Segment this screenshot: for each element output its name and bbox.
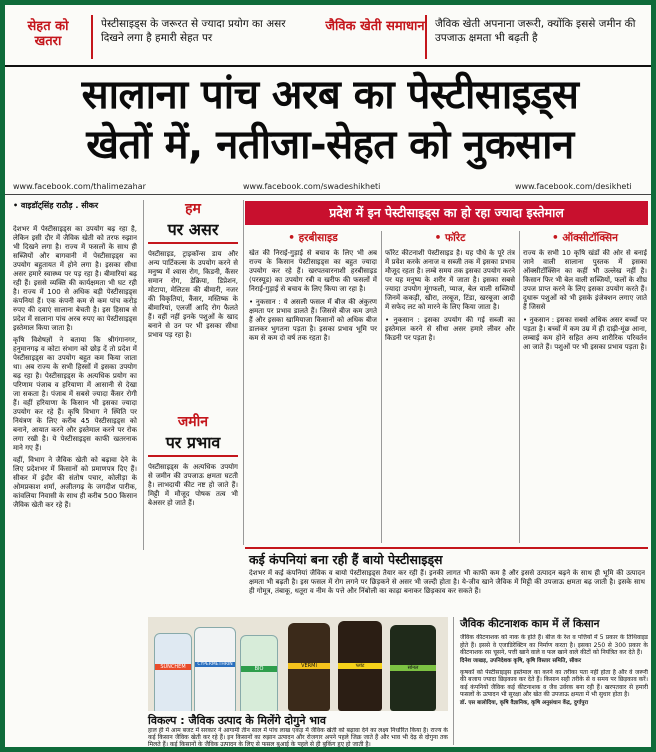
column-divider-2 <box>243 200 244 545</box>
soil-impact-heading-2: पर प्रभाव <box>148 431 238 457</box>
pesticide-banner: प्रदेश में इन पेस्टीसाइड्स का हो रहा ज्यादा इस्तेमाल <box>245 201 648 225</box>
herbicide-harm: • नुकसान : ये असली फसल में बीज की अंकुरण क्षमता पर प्रभाव डालते हैं। जिससे बीज कम उगते हैं और इसका खामियाजा किसानों को अधिक बीज डालकर भुगतना पड़ता है। इसका प्रभाव भूमि पर कम से कम दो वर्ष तक रहता है। <box>249 298 377 342</box>
herbicide-text: खेत की निराई-गुड़ाई से बचाव के लिए भी अब राज्य के किसान पेस्टीसाइड्स का बहुत ज्यादा उपयोग कर रहे हैं। खरपतवारनाशी हरबीसाइड (परस्यूड) का उपयोग रबी व खरीफ की फसलों में निराई-गुड़ाई से बचाव के लिए किया जा रहा है। <box>249 249 377 293</box>
product-label-5: प्लांट <box>338 663 382 669</box>
kisan-signature-1: दिनेश जाखड़, उपनिदेशक कृषि, कृषि विस्तार समिति, सीकर <box>460 657 581 664</box>
kisan-para-1: जैविक कीटनाशक को नाक के होते हैं। बीज के रेश व पत्तियों में 5 प्रकार के तिथिवाइड होते हैं। इससे वे एजाडिरेक्टिन का निर्माण करता है। इसका 250 से 300 प्रकार के कीटनाशक रस चूसने, पत्ती खाने वाले व फल खाने वाले कीटों को नियंत्रित कर देते हैं। <box>460 634 648 656</box>
headline-line2: खेतों में, नतीजा-सेहत को नुकसान <box>86 122 574 168</box>
header-divider-right <box>425 15 427 59</box>
oxytocin-text: राज्य के सभी 10 कृषि खंडों की ओर से बनाई जाने वाली सालाना पुस्तक में इसका ऑक्सीटॉक्सिन का कहीं भी उल्लेख नहीं है। किसान फिर भी बेल वाली सब्जियों, फलों के शीघ्र उपज प्राप्त करने के लिए इसका उपयोग करते हैं। दुधारू पशुओं को भी इसके इंजेक्शन लगाए जाते हैं जिससे <box>523 249 647 311</box>
kisan-title: जैविक कीटनाशक काम में लें किसान <box>460 618 600 630</box>
facebook-link-1[interactable]: www.facebook.com/thalimezahar <box>13 182 146 191</box>
kisan-para-2: कृषकों को पेस्टीसाइड्स इस्तेमाल का करने का तरीका पता नहीं होता है और वे जरूरी की बजाय ज्यादा छिड़काव कर देते हैं। किसान सही तरीके से व समय पर छिड़काव करें। कई कंपनियों जैविक कई कीटनाशक व जैव उर्वरक बना रही हैं। खरपतवार से हमारी फसलों के उत्पादन भी सुरक्षा और खेत की उपजाऊ क्षमता में भी सुधार होता है। <box>460 668 648 698</box>
product-bottle-5 <box>338 621 382 711</box>
header-right-label: जैविक खेती समाधान <box>325 19 425 34</box>
product-bottle-2 <box>194 627 236 711</box>
kisan-signature-2: डॉ. एस बालोदिया, कृषि वैज्ञानिक, कृषि अनुसंधान केंद्र, दुर्गापुरा <box>460 699 589 706</box>
header-left-text: पेस्टीसाइड्स के जरूरत से ज्यादा प्रयोग का असर दिखने लगा है हमारी सेहत पर <box>101 18 286 44</box>
header-divider-left <box>91 15 93 59</box>
main-story-para-1: देशभर में पेस्टीसाइड्स का उपयोग बढ़ रहा है, लेकिन इसी दौर में जैविक खेती को तरफ रुझान भी दिखने लगा है। राज्य में फसलों के साथ ही सब्जियों और बागवानी में पेस्टीसाइड्स का उपयोग बहुतायत में होने लगा है। इसका सीधा असर हमारे स्वास्थ्य पर पड़ रहा है। बीमारियां बढ़ रही हैं। इससे व्यक्ति की कार्यक्षमता भी घट रही है। राज्य में 100 से अधिक बड़ी पेस्टीसाइड्स कंपनियां हैं। एक कंपनी कम से कम पांच करोड़ रुपए की दवाएं सालाना बेचती है। इस हिसाब से प्रदेश में सालाना पांच अरब रुपए का पेस्टीसाइड्स इस्तेमाल किया जाता है। <box>13 225 137 332</box>
phorate-title: • फॉरेट <box>434 232 466 244</box>
herbicide-section <box>249 231 377 543</box>
product-label-3: BIO <box>241 666 277 672</box>
main-story-para-3: वहीं, विभाग ने जैविक खेती को बढ़ावा देने के लिए प्रदेशभर में किसानों को प्रमाणपत्र दिए हैं। सीकर में इंदौर की संतोष पचार, कोलीड़ा के ओमप्रकाश शर्मा, अजीतगढ़ के जगदीश पारीक, कांवलिया निवासी के साथ ही करीब 500 किसान जैविक खेती कर रहे हैं। <box>13 456 137 509</box>
oxytocin-harm: • नुकसान : इसका सबसे अधिक असर बच्चों पर पड़ता है। बच्चों में कम उम्र में ही दाढ़ी-मूंछ आना, लम्बाई कम होने सहित अन्य शारीरिक परिवर्तन आ जाते हैं। पशुओं पर भी इसका प्रभाव पड़ता है। <box>523 316 647 351</box>
health-impact-box <box>148 199 238 544</box>
bio-companies-box <box>245 547 648 549</box>
main-story-column <box>13 225 137 740</box>
product-label-6: सोनल <box>390 665 436 671</box>
soil-impact-text: पेस्टीसाइड्स के अत्यधिक उपयोग से जमीन की उपजाऊ क्षमता घटती है। लाभदायी कीट नष्ट हो जाते हैं। मिट्टी में मौजूद पोषक तत्व भी बेअसर हो जाते हैं। <box>148 463 238 507</box>
phorate-section <box>385 231 515 543</box>
headline-line1: सालाना पांच अरब का पेस्टीसाइड्स <box>81 72 579 118</box>
facebook-link-3[interactable]: www.facebook.com/desikheti <box>515 182 632 191</box>
phorate-text: फॉरेट कीटनाशी पेस्टीसाइड है। यह पौधे के पूरे तंत्र में प्रवेश करके अनाज व सब्जी तक में इसका प्रभाव मौजूद रहता है। लम्बे समय तक इसका उपयोग करने पर यह मनुष्य के शरीर में जाता है। इसका सबसे ज्यादा उपयोग मूंगफली, प्याज, बेल वाली सब्जियों जिनमें ककड़ी, खीरा, तरबूज, टिंडा, खरबूजा आदी में सफेद लट को मारने के लिए किया जाता है। <box>385 249 515 311</box>
bio-companies-text: देशभर में कई कंपनियां जैविक व बायो पेस्टीसाइड्स तैयार कर रही हैं। इनकी लागत भी काफी कम है और इससे उत्पादन बढ़ने के साथ ही भूमि की उत्पादन क्षमता भी बढ़ती है। इस फसल में रोग लगने पर छिड़कने से असर भी जल्दी होता है। ये-जीव खाने जैविक में मिट्टी की उपजाऊ क्षमता बढ़ जाती है। इसके साथ ही गोमूत्र, तंबाकू, धतूरा व नीम के पत्ते और निंबोली का काढ़ा बनाकर छिड़काव कर सकते हैं। <box>249 569 645 595</box>
health-impact-text: पेस्टीसाइड, ट्राइकॉन्स डाय और अन्य पार्टिकल्स के उपयोग करने से मनुष्य में श्वास रोग, किडनी, कैंसर समान रोग, डेक्रिया, डिप्रेशन, मोटापा, मेलिटस की बीमारी, नजर की विकृतियां, कैंसर, मस्तिष्क के बीमारियां, एलर्जी आदि रोग फैलते हैं। वहीं नहीं इनके पशुओं के खाद बनाने से उन पर भी इसका सीधा प्रभाव पड़ रहा है। <box>148 250 238 339</box>
product-label-1: SUNCHEM <box>155 664 191 670</box>
product-bottle-1 <box>154 633 192 711</box>
soil-impact-heading-1: जमीन <box>177 414 209 430</box>
product-label-2: CYPERMETHRIN <box>195 662 235 667</box>
health-impact-heading-2: पर असर <box>148 218 238 244</box>
vikalp-title: विकल्प : जैविक उत्पाद के मिलेंगे दोगुने भाव <box>148 714 326 727</box>
column-divider-3 <box>381 231 382 543</box>
phorate-harm: • नुकसान : इसका उपयोग की गई सब्जी का इस्तेमाल करने से सीधा असर हमारे लीवर और किडनी पर पड़ता है। <box>385 316 515 342</box>
bio-companies-title: कई कंपनियां बना रही हैं बायो पेस्टीसाइड्स <box>249 552 443 567</box>
pesticide-products-photo <box>148 617 448 711</box>
kisan-box <box>453 617 648 745</box>
vikalp-text: हाल ही में आम बजट में सरकार ने आगामी तीन साल में पांच लाख एकड़ में जैविक खेती को बढ़ावा देने का लक्ष्य निर्धारित किया है। राज्य के कई किसान जैविक खेती कर रहे हैं। इन किसानों का रुझान उत्पादन और रोजगार अपने पहले जिक्र जाते हैं और भाव भी देढ़ से दोगुना तक मिलते हैं। कई किसानों के जैविक उत्पादन के लिए से फसल बुआई के पहले से ही बुकिंग हुए हो जाती है। <box>148 727 448 747</box>
oxytocin-title: • ऑक्सीटॉक्सिन <box>552 232 618 244</box>
main-story-para-2: कृषि विशेषज्ञों ने बताया कि श्रीगंगानगर, हनुमानगढ़ व कोटा संभाग को छोड़ दें तो प्रदेश में पेस्टीसाइड्स का उपयोग बहुत कम किया जाता था। अब राज्य के सभी हिस्सों में इसका उपयोग बढ़ रहा है। पेस्टीसाइड्स के अत्यधिक प्रयोग का परिणाम पंजाब व हरियाणा में आसानी से देखा जा सकता है। पंजाब में सबसे ज्यादा कैंसर रोगी हैं। वहीं हरियाणा के किसान भी इसका ज्यादा उपयोग कर रहे हैं। कृषि विभाग ने स्थिति पर नियंत्रण के लिए करीब 45 पेस्टीसाइड्स को बनाने, आयात करने और इस्तेमाल करने पर रोक लगा रखी है। ये पेस्टीसाइड्स काफी खतरनाक माने गए हैं। <box>13 336 137 452</box>
newspaper-page <box>5 5 651 747</box>
health-impact-heading-1: हम <box>185 201 201 217</box>
header-right-text: जैविक खेती अपनाना जरूरी, क्योंकि इससे जमीन की उपजाऊ क्षमता भी बढ़ती है <box>435 18 636 44</box>
oxytocin-section <box>523 231 647 543</box>
column-divider-1 <box>143 200 144 550</box>
product-bottle-4 <box>288 623 330 711</box>
column-divider-4 <box>519 231 520 543</box>
header-rule <box>5 65 651 67</box>
facebook-link-2[interactable]: www.facebook.com/swadeshikheti <box>243 182 381 191</box>
herbicide-title: • हरबीसाइड <box>288 232 338 244</box>
product-bottle-3 <box>240 635 278 711</box>
product-label-4: VERMI <box>288 663 330 669</box>
product-bottle-6 <box>390 625 436 711</box>
social-rule <box>5 194 651 195</box>
header-left-label: सेहत को खतरा <box>27 19 69 49</box>
byline: • वाइडॉट्सिंह राठौड़ . सीकर <box>13 201 99 210</box>
